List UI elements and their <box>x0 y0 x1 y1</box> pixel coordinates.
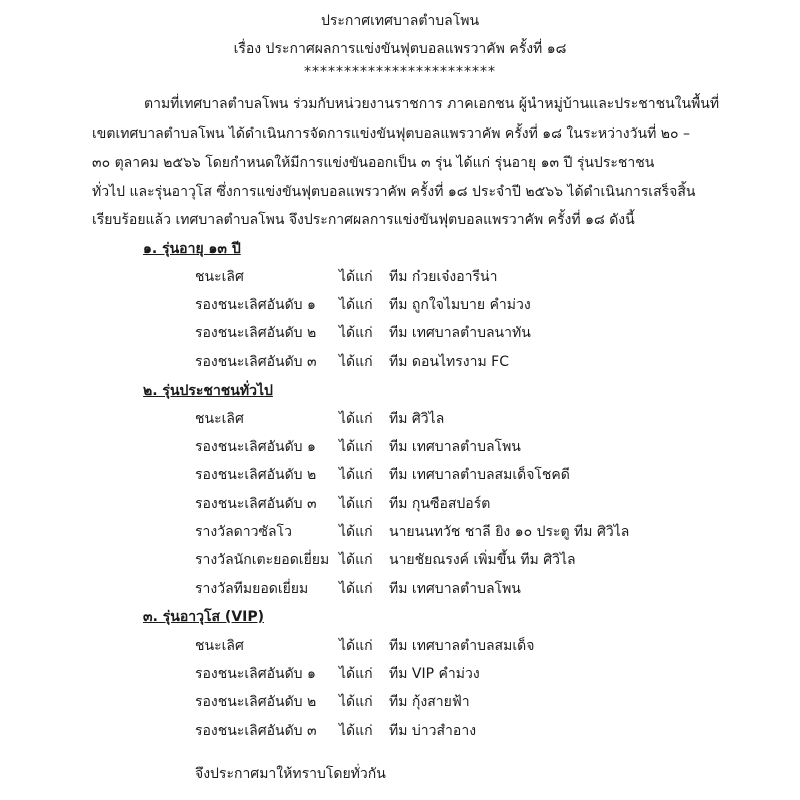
result-row <box>0 493 800 515</box>
award-winner: ทีม เทศบาลตำบลโพน <box>389 439 521 455</box>
award-label: ได้แก่ <box>339 297 373 313</box>
award-name: รองชนะเลิศอันดับ ๓ <box>195 496 317 512</box>
result-row <box>0 464 800 486</box>
award-label: ได้แก่ <box>339 354 373 370</box>
result-row <box>0 266 800 288</box>
award-winner: นายนนทวัช ชาลี ยิง ๑๐ ประตู ทีม ศิวิไล <box>389 524 630 540</box>
award-winner: ทีม กุ้งสายฟ้า <box>389 694 470 710</box>
award-winner: ทีม เทศบาลตำบลนาทัน <box>389 325 531 341</box>
award-name: รองชนะเลิศอันดับ ๒ <box>195 467 317 483</box>
result-row <box>0 294 800 316</box>
announcement-title: ประกาศเทศบาลตำบลโพน <box>320 13 480 29</box>
award-winner: ทีม กุนซือสปอร์ต <box>389 496 491 512</box>
section-heading-age-13: ๑. รุ่นอายุ ๑๓ ปี <box>143 241 241 257</box>
result-row <box>0 549 800 571</box>
award-label: ได้แก่ <box>339 638 373 654</box>
award-label: ได้แก่ <box>339 439 373 455</box>
award-label: ได้แก่ <box>339 694 373 710</box>
award-winner: ทีม ก๋วยเจ๋งอารีน่า <box>389 269 498 285</box>
award-label: ได้แก่ <box>339 723 373 739</box>
title-divider: ************************ <box>304 64 496 80</box>
result-row <box>0 436 800 458</box>
award-name: รองชนะเลิศอันดับ ๑ <box>195 666 316 682</box>
closing-statement: จึงประกาศมาให้ทราบโดยทั่วกัน <box>195 766 386 782</box>
result-row <box>0 635 800 657</box>
award-name: รองชนะเลิศอันดับ ๒ <box>195 325 317 341</box>
award-name: รองชนะเลิศอันดับ ๑ <box>195 297 316 313</box>
award-winner: ทีม เทศบาลตำบลสมเด็จโชคดี <box>389 467 570 483</box>
award-winner: ทีม VIP คำม่วง <box>389 666 480 682</box>
award-label: ได้แก่ <box>339 411 373 427</box>
award-name: รองชนะเลิศอันดับ ๓ <box>195 354 317 370</box>
award-name: ชนะเลิศ <box>195 269 244 285</box>
intro-line: เรียบร้อยแล้ว เทศบาลตำบลโพน จึงประกาศผลการแข่งขันฟุตบอลแพรวาคัพ ครั้งที่ ๑๘ ดังนี้ <box>92 212 635 228</box>
award-winner: ทีม บ่าวสำอาง <box>389 723 477 739</box>
award-label: ได้แก่ <box>339 666 373 682</box>
award-label: ได้แก่ <box>339 581 373 597</box>
section-heading-general: ๒. รุ่นประชาชนทั่วไป <box>143 383 273 399</box>
award-label: ได้แก่ <box>339 496 373 512</box>
award-name: รองชนะเลิศอันดับ ๓ <box>195 723 317 739</box>
award-name: ชนะเลิศ <box>195 411 244 427</box>
award-label: ได้แก่ <box>339 524 373 540</box>
award-label: ได้แก่ <box>339 325 373 341</box>
award-name: ชนะเลิศ <box>195 638 244 654</box>
announcement-subject: เรื่อง ประกาศผลการแข่งขันฟุตบอลแพรวาคัพ ครั้งที่ ๑๘ <box>233 41 567 57</box>
award-name: รางวัลทีมยอดเยี่ยม <box>195 581 309 597</box>
award-name: รางวัลดาวซัลโว <box>195 524 292 540</box>
award-name: รองชนะเลิศอันดับ ๑ <box>195 439 316 455</box>
result-row <box>0 322 800 344</box>
award-label: ได้แก่ <box>339 552 373 568</box>
result-row <box>0 720 800 742</box>
award-winner: นายชัยณรงค์ เพิ่มขึ้น ทีม ศิวิไล <box>389 552 576 568</box>
award-label: ได้แก่ <box>339 269 373 285</box>
result-row <box>0 578 800 600</box>
award-name: รางวัลนักเตะยอดเยี่ยม <box>195 552 330 568</box>
award-winner: ทีม เทศบาลตำบลโพน <box>389 581 521 597</box>
award-name: รองชนะเลิศอันดับ ๒ <box>195 694 317 710</box>
result-row <box>0 408 800 430</box>
intro-line: ตามที่เทศบาลตำบลโพน ร่วมกับหน่วยงานราชการ ภาคเอกชน ผู้นำหมู่บ้านและประชาชนในพื้นที่ <box>144 96 720 112</box>
section-heading-senior-vip: ๓. รุ่นอาวุโส (VIP) <box>143 609 265 625</box>
award-winner: ทีม ถูกใจไมบาย คำม่วง <box>389 297 531 313</box>
award-winner: ทีม ดอนไทรงาม FC <box>389 354 509 370</box>
intro-line: ๓๐ ตุลาคม ๒๕๖๖ โดยกำหนดให้มีการแข่งขันออกเป็น ๓ รุ่น ได้แก่ รุ่นอายุ ๑๓ ปี รุ่นประชาชน <box>92 155 655 171</box>
result-row <box>0 663 800 685</box>
intro-line: ทั่วไป และรุ่นอาวุโส ซึ่งการแข่งขันฟุตบอลแพรวาคัพ ครั้งที่ ๑๘ ประจำปี ๒๕๖๖ ได้ดำเนินการเสร็จสิ้น <box>92 184 696 200</box>
result-row <box>0 691 800 713</box>
award-label: ได้แก่ <box>339 467 373 483</box>
award-winner: ทีม เทศบาลตำบลสมเด็จ <box>389 638 535 654</box>
result-row <box>0 351 800 373</box>
intro-line: เขตเทศบาลตำบลโพน ได้ดำเนินการจัดการแข่งขันฟุตบอลแพรวาคัพ ครั้งที่ ๑๘ ในระหว่างวันที่ ๒๐ – <box>92 126 690 142</box>
award-winner: ทีม ศิวิไล <box>389 411 445 427</box>
result-row <box>0 521 800 543</box>
